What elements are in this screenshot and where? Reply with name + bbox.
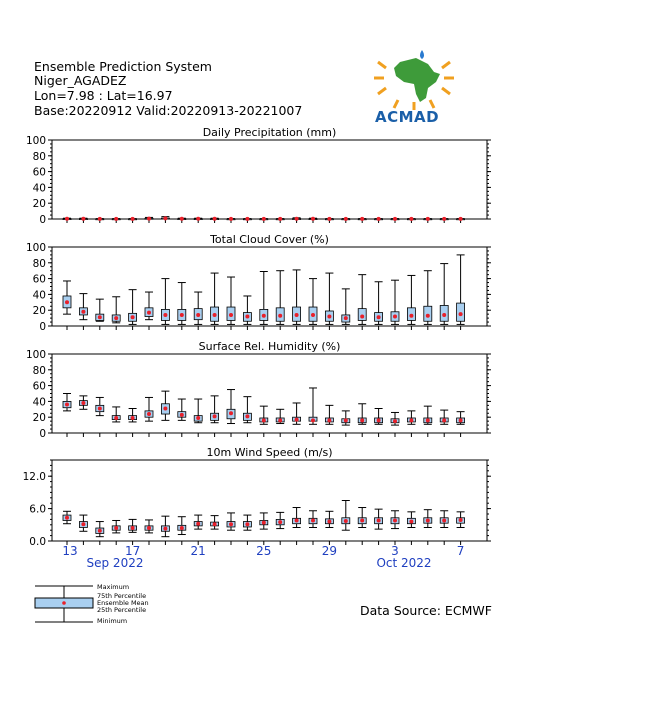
y-tick-label: 20: [32, 198, 46, 211]
y-tick-label: 80: [32, 257, 46, 270]
mean-point: [442, 217, 446, 221]
mean-point: [409, 314, 413, 318]
mean-point: [311, 217, 315, 221]
panel-frame: [52, 247, 487, 326]
mean-point: [131, 217, 135, 221]
mean-point: [213, 217, 217, 221]
mean-point: [360, 518, 364, 522]
mean-point: [98, 407, 102, 411]
x-month-label: Oct 2022: [376, 556, 432, 570]
legend-mean-point: [62, 601, 66, 605]
y-tick-label: 60: [32, 166, 46, 179]
mean-point: [262, 314, 266, 318]
mean-point: [327, 520, 331, 524]
mean-point: [278, 520, 282, 524]
y-tick-label: 20: [32, 412, 46, 425]
legend-label: Minimum: [97, 617, 128, 625]
legend-label: 75th Percentile: [97, 592, 147, 600]
y-tick-label: 100: [25, 349, 46, 361]
mean-point: [147, 311, 151, 315]
mean-point: [344, 217, 348, 221]
mean-point: [442, 313, 446, 317]
legend-label: Ensemble Mean: [97, 599, 149, 607]
mean-point: [360, 217, 364, 221]
mean-point: [311, 313, 315, 317]
mean-point: [311, 418, 315, 422]
panel-title: Surface Rel. Humidity (%): [198, 340, 341, 353]
title-line-3: Lon=7.98 : Lat=16.97: [34, 88, 173, 103]
x-month-label: Sep 2022: [86, 556, 144, 570]
mean-point: [213, 522, 217, 526]
mean-point: [393, 419, 397, 423]
mean-point: [442, 418, 446, 422]
y-tick-label: 80: [32, 364, 46, 377]
mean-point: [344, 418, 348, 422]
mean-point: [213, 313, 217, 317]
panel-title: Total Cloud Cover (%): [210, 233, 329, 246]
mean-point: [426, 217, 430, 221]
y-tick-label: 12.0: [22, 471, 46, 484]
mean-point: [295, 418, 299, 422]
y-tick-label: 100: [25, 135, 46, 147]
mean-point: [147, 526, 151, 530]
mean-point: [196, 313, 200, 317]
mean-point: [163, 527, 167, 531]
x-day-label: 21: [190, 544, 206, 558]
mean-point: [262, 418, 266, 422]
mean-point: [131, 315, 135, 319]
mean-point: [196, 522, 200, 526]
mean-point: [114, 316, 118, 320]
title-line-2: Niger_AGADEZ: [34, 73, 127, 88]
mean-point: [147, 217, 151, 221]
mean-point: [196, 416, 200, 420]
y-tick-label: 40: [32, 289, 46, 302]
mean-point: [426, 518, 430, 522]
mean-point: [180, 526, 184, 530]
mean-point: [81, 522, 85, 526]
mean-point: [147, 412, 151, 416]
panel-title: Daily Precipitation (mm): [202, 126, 337, 139]
mean-point: [311, 518, 315, 522]
mean-point: [81, 310, 85, 314]
mean-point: [180, 217, 184, 221]
mean-point: [245, 315, 249, 319]
y-tick-label: 0.0: [29, 536, 46, 548]
mean-point: [114, 416, 118, 420]
mean-point: [229, 217, 233, 221]
mean-point: [98, 529, 102, 533]
mean-point: [377, 418, 381, 422]
mean-point: [344, 519, 348, 523]
panel-title: 10m Wind Speed (m/s): [206, 446, 333, 459]
mean-point: [360, 418, 364, 422]
mean-point: [409, 217, 413, 221]
mean-point: [327, 315, 331, 319]
mean-point: [295, 217, 299, 221]
mean-point: [213, 414, 217, 418]
x-day-label: 13: [62, 544, 78, 558]
mean-point: [65, 516, 69, 520]
mean-point: [196, 217, 200, 221]
mean-point: [442, 518, 446, 522]
mean-point: [245, 217, 249, 221]
panel-frame: [52, 140, 487, 219]
mean-point: [278, 217, 282, 221]
y-tick-label: 40: [32, 182, 46, 195]
mean-point: [426, 418, 430, 422]
y-tick-label: 100: [25, 242, 46, 254]
mean-point: [180, 313, 184, 317]
mean-point: [65, 217, 69, 221]
y-tick-label: 60: [32, 380, 46, 393]
mean-point: [114, 526, 118, 530]
mean-point: [163, 313, 167, 317]
mean-point: [229, 522, 233, 526]
y-tick-label: 0: [39, 428, 46, 440]
mean-point: [409, 520, 413, 524]
legend-label: Maximum: [97, 583, 130, 591]
mean-point: [393, 518, 397, 522]
mean-point: [426, 314, 430, 318]
x-day-label: 25: [256, 544, 272, 558]
mean-point: [98, 217, 102, 221]
mean-point: [295, 518, 299, 522]
mean-point: [459, 217, 463, 221]
legend-label: 25th Percentile: [97, 606, 147, 614]
mean-point: [229, 313, 233, 317]
mean-point: [163, 407, 167, 411]
mean-point: [278, 314, 282, 318]
mean-point: [131, 416, 135, 420]
mean-point: [114, 217, 118, 221]
mean-point: [245, 522, 249, 526]
mean-point: [377, 518, 381, 522]
mean-point: [459, 312, 463, 316]
y-tick-label: 20: [32, 305, 46, 318]
mean-point: [377, 315, 381, 319]
logo-text: ACMAD: [375, 108, 440, 126]
mean-point: [393, 315, 397, 319]
x-day-label: 7: [456, 544, 465, 558]
y-tick-label: 0: [39, 321, 46, 333]
y-tick-label: 6.0: [29, 503, 46, 516]
mean-point: [409, 418, 413, 422]
mean-point: [98, 315, 102, 319]
mean-point: [180, 413, 184, 417]
mean-point: [65, 403, 69, 407]
mean-point: [245, 414, 249, 418]
mean-point: [278, 418, 282, 422]
mean-point: [81, 217, 85, 221]
mean-point: [344, 316, 348, 320]
mean-point: [262, 521, 266, 525]
mean-point: [65, 300, 69, 304]
data-source: Data Source: ECMWF: [360, 603, 492, 618]
mean-point: [229, 411, 233, 415]
panel-frame: [52, 354, 487, 433]
mean-point: [327, 217, 331, 221]
mean-point: [459, 518, 463, 522]
title-line-4: Base:20220912 Valid:20220913-20221007: [34, 103, 303, 118]
y-tick-label: 60: [32, 273, 46, 286]
mean-point: [262, 217, 266, 221]
x-day-label: 17: [124, 544, 141, 558]
mean-point: [377, 217, 381, 221]
mean-point: [327, 418, 331, 422]
mean-point: [459, 418, 463, 422]
mean-point: [163, 216, 167, 220]
mean-point: [393, 217, 397, 221]
mean-point: [360, 315, 364, 319]
y-tick-label: 80: [32, 150, 46, 163]
mean-point: [131, 526, 135, 530]
title-line-1: Ensemble Prediction System: [34, 59, 212, 74]
mean-point: [81, 401, 85, 405]
x-day-label: 29: [321, 544, 338, 558]
mean-point: [295, 313, 299, 317]
x-day-label: 3: [391, 544, 399, 558]
y-tick-label: 0: [39, 214, 46, 226]
y-tick-label: 40: [32, 396, 46, 409]
